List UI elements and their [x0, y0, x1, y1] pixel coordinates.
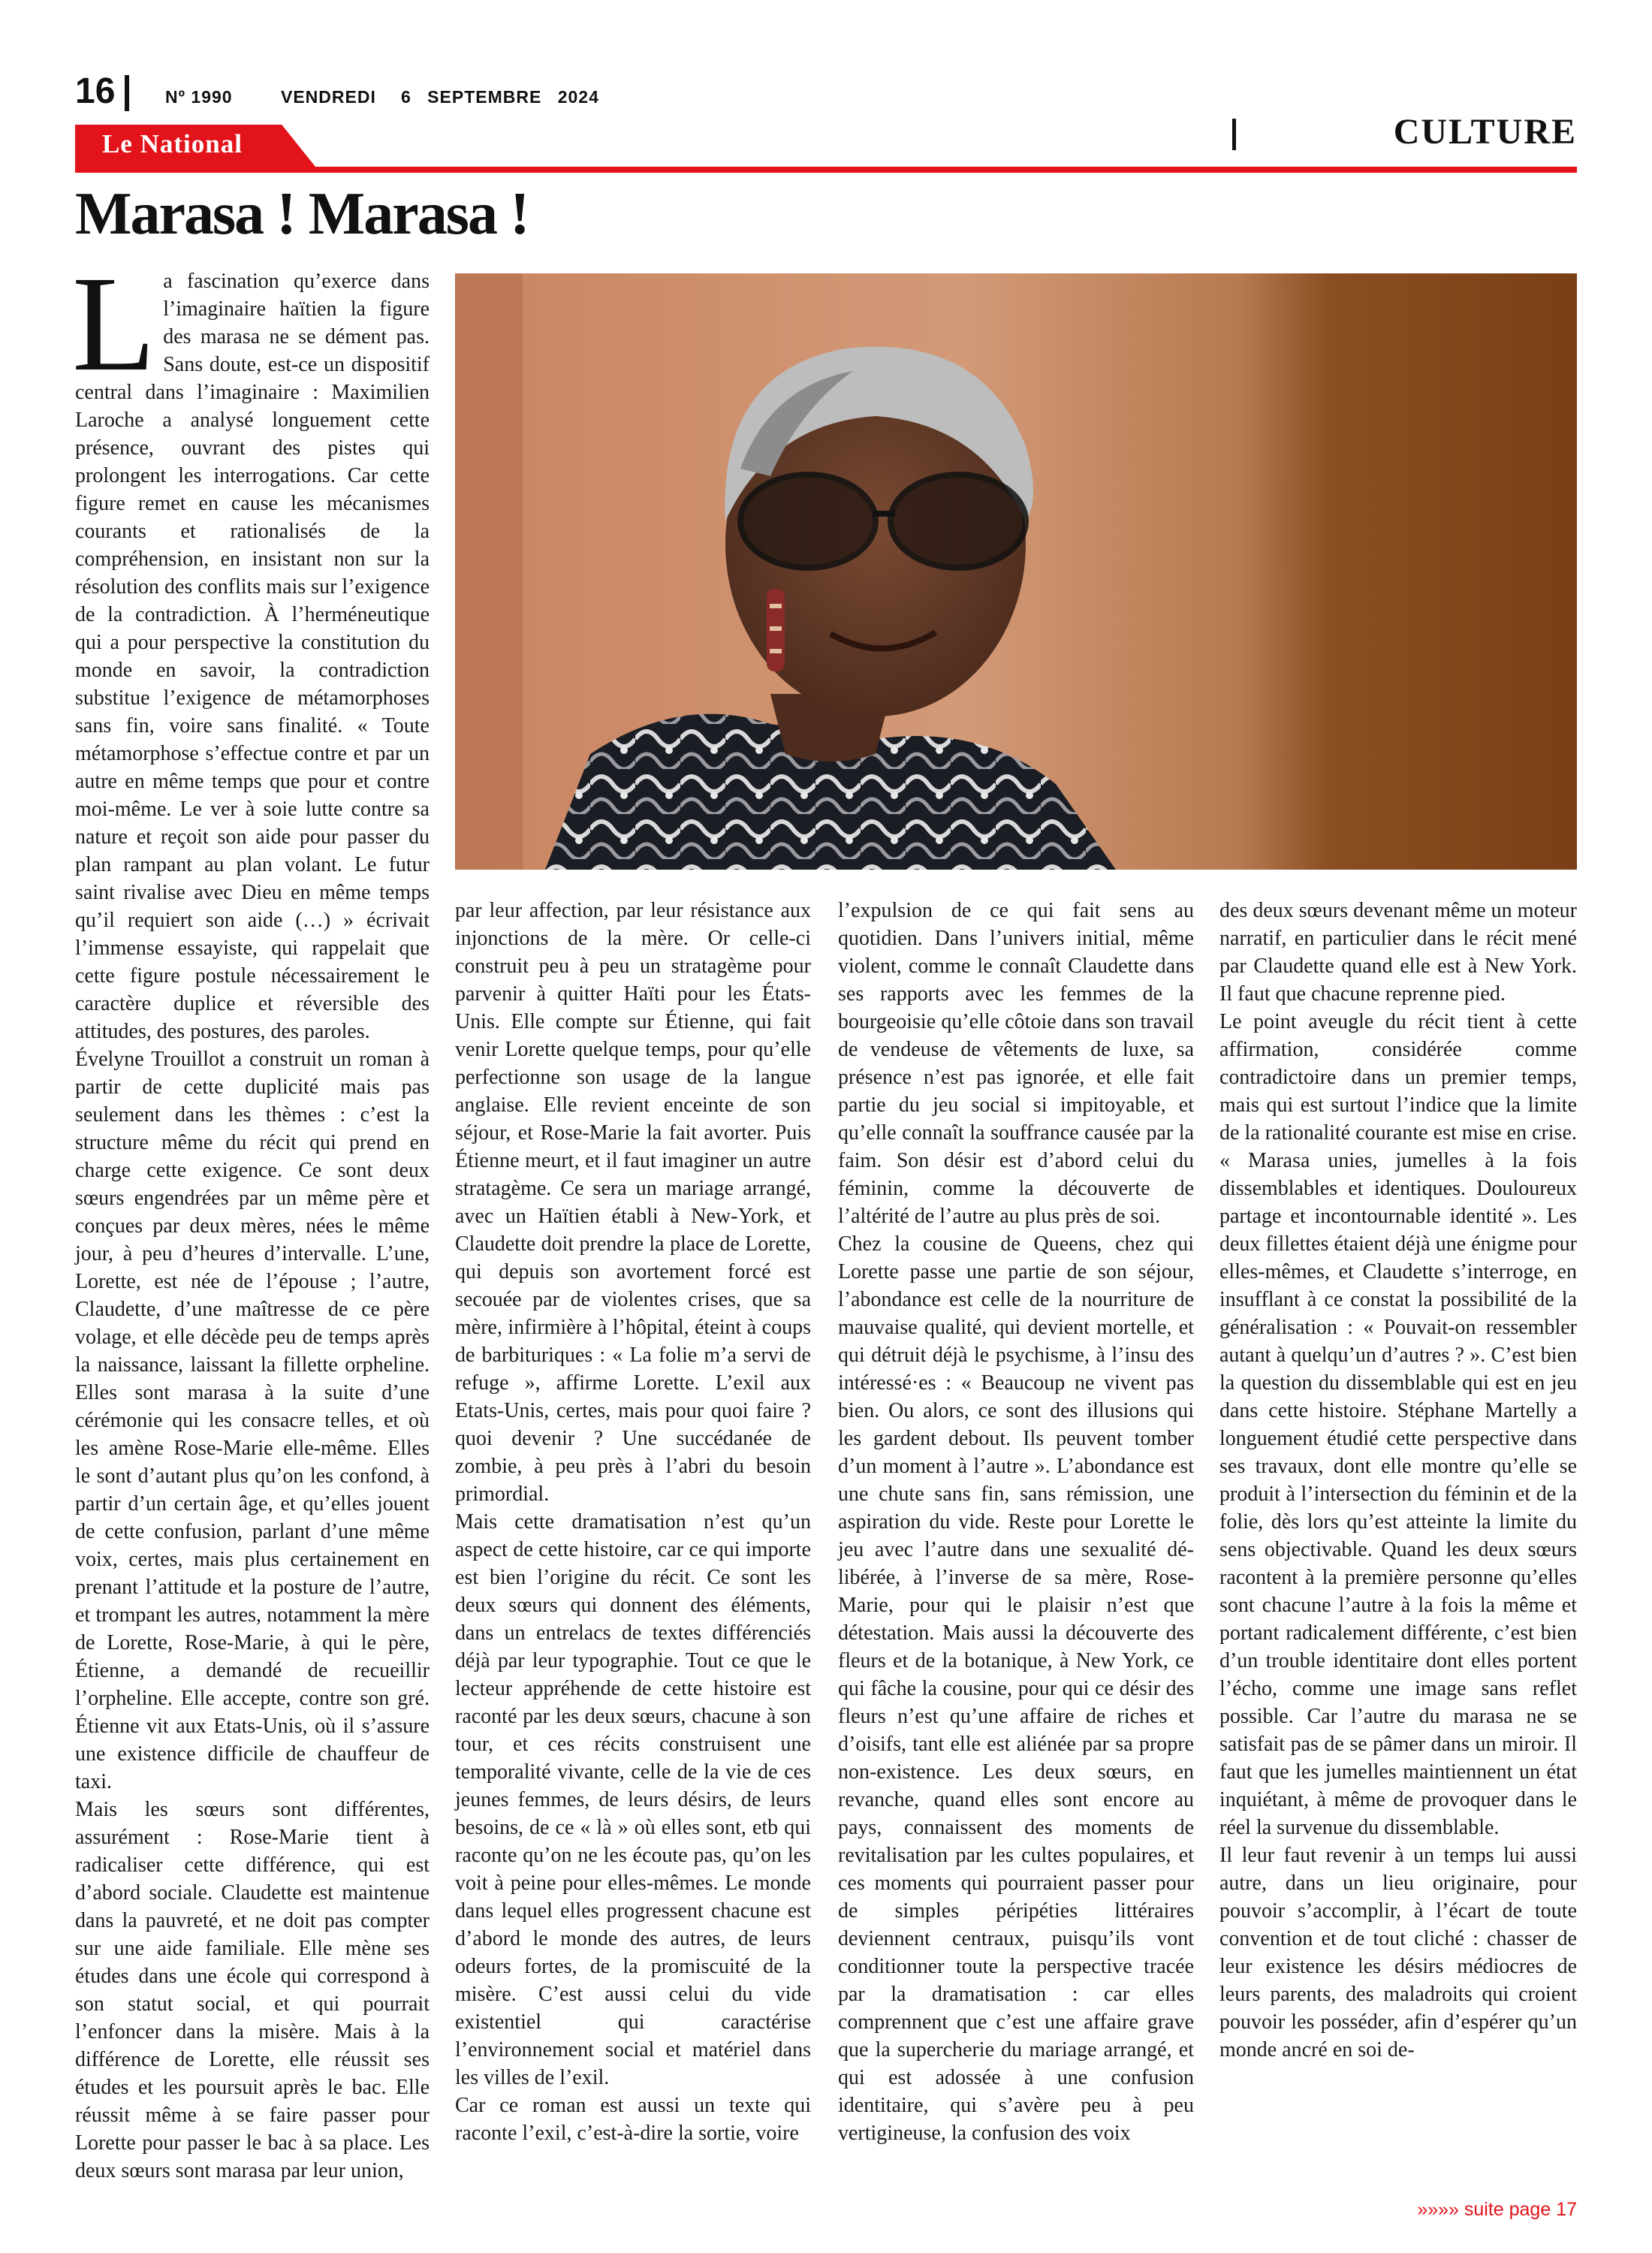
paragraph: par leur affection, par leur résistance aux injonctions de la mère. Or celle-ci construit peu à peu un stratagème pour parvenir à quitter Haïti pour les États-Unis. Elle compte sur Étienne, qui fait venir Lorette quelque temps, pour qu’elle perfectionne son usage de la langue anglaise. Elle revient enceinte de son séjour, et Rose-Marie la fait avorter. Puis Étienne meurt, et il faut imaginer un autre stratagème. Ce sera un mariage arrangé, avec un Haïtien établi à New-York, et Claudette doit prendre la place de Lorette, qui depuis son avortement forcé est secouée par de violentes crises, que sa mère, infirmière à l’hôpital, éteint à coups de barbituriques : « La folie m’a servi de refuge », affirme Lorette. L’exil aux Etats-Unis, certes, mais pour quoi faire ? quoi devenir ? Une succédanée de zombie, à peu près à l’abri du besoin primordial.	[455, 899, 811, 1506]
paragraph: Le point aveugle du récit tient à cette affirmation, considérée comme contradictoire dans un premier temps, mais qui est surtout l’indice que la limite de la rationalité courante est mise en crise. « Marasa unies, jumelles à la fois dissemblables et identiques. Douloureux partage et incontournable identité ». Les deux fillettes étaient déjà une énigme pour elles-mêmes, et Claudette s’interroge, en insufflant à ce constat la possibilité de la généralisation : « Pouvait-on ressembler autant à quelqu’un d’autres ? ». C’est bien la question du dissemblable qui est en jeu dans cette histoire. Stéphane Martelly a longuement étudié cette perspective dans ses travaux, dont elle montre qu’elle se produit à l’intersection du féminin et de la folie, dès lors qu’est atteinte la limite du sens objectivable. Quand les deux sœurs racontent à la première personne qu’elles sont chacune l’autre à la fois la même et portant radicalement différente, c’est bien d’un trouble identitaire dont elles portent l’écho, comme une image sans reflet possible. Car l’autre du marasa ne se satisfait pas de se pâmer dans un miroir. Il faut que les jumelles maintiennent un état inquiétant, à même de provoquer dans le réel la survenue du dissemblable.	[1219, 1010, 1577, 1839]
paragraph: Mais les sœurs sont différentes, assurément : Rose-Marie tient à radicaliser cette différence, qui est d’abord sociale. Claudette est maintenue dans la pauvreté, et ne doit pas compter sur une aide familiale. Elle mène ses études dans une école qui correspond à son statut social, et qui pourrait l’enfoncer dans la misère. Mais à la différence de Lorette, elle réussit ses études et les poursuit après le bac. Elle réussit même à se faire passer pour Lorette pour passer le bac à sa place. Les deux sœurs sont marasa par leur union,	[75, 1798, 430, 2182]
paragraph: des deux sœurs devenant même un moteur narratif, en particulier dans le récit mené par Claudette quand elle est à New York. Il faut que chacune reprenne pied.	[1219, 899, 1577, 1006]
paragraph: Chez la cousine de Queens, chez qui Lorette passe une partie de son séjour, l’abondance est celle de la nourriture de mauvaise qualité, qui devient mortelle, et qui détruit déjà le psychisme, à l’insu des intéressé·es : « Beaucoup ne vivent pas bien. Ou alors, ce sont des illusions qui les gardent debout. Ils peuvent tomber d’un moment à l’autre ». L’abondance est une chute sans fin, sans rémission, une aspiration du vide. Reste pour Lorette le jeu avec l’autre dans une sexualité dé-libérée, à l’inverse de sa mère, Rose-Marie, pour qui le plaisir n’est que détestation. Mais aussi la découverte des fleurs et de la botanique, à New York, ce qui fâche la cousine, pour qui ce désir des fleurs n’est qu’une affaire de riches et d’oisifs, tant elle est aliénée par sa propre non-existence. Les deux sœurs, en revanche, quand elles sont encore au pays, connaissent des moments de revitalisation par les cultes populaires, et ces moments qui pourraient passer pour de simples péripéties littéraires deviennent centraux, puisqu’ils vont conditionner toute la perspective tracée par la dramatisation : car elles comprennent que c’est une affaire grave que la supercherie du mariage arrangé, et qui est adossée à une confusion identitaire, qui s’avère peu à peu vertigineuse, la confusion des voix	[838, 1232, 1194, 2145]
article-title: Marasa ! Marasa !	[75, 181, 529, 247]
drop-cap: L	[72, 249, 156, 400]
article-column-2	[455, 897, 811, 2147]
issue-number: Nº 1990	[165, 87, 233, 107]
issue-day: VENDREDI	[281, 87, 376, 107]
header-divider	[125, 75, 129, 111]
portrait-photo	[455, 273, 1577, 870]
page-header	[75, 71, 1577, 116]
paragraph: l’expulsion de ce qui fait sens au quotidien. Dans l’univers initial, même violent, comme le connaît Claudette dans ses rapports avec les femmes de la bourgeoisie qu’elle côtoie dans son travail de vendeuse de vêtements de luxe, sa présence n’est pas ignorée, et elle fait partie du jeu social si impitoyable, et qu’elle connaît la souffrance causée par la faim. Son désir est d’abord celui du féminin, comme la découverte de l’altérité de l’autre au plus près de soi.	[838, 899, 1194, 1228]
portrait-image	[455, 273, 1577, 870]
continued-link[interactable]: »»»» suite page 17	[1417, 2199, 1577, 2220]
issue-date: 6 SEPTEMBRE 2024	[401, 87, 599, 107]
paragraph: Mais cette dramatisation n’est qu’un aspect de cette histoire, car ce qui importe est bien l’origine du récit. Ce sont les deux sœurs qui donnent des éléments, dans un entrelacs de textes différenciés déjà par leur typographie. Tout ce que le lecteur appréhende de cette histoire est raconté par les deux sœurs, chacune à son tour, et ces récits construisent une temporalité vivante, celle de la vie de ces jeunes femmes, de leurs désirs, de leurs besoins, de ce « là » où elles sont, etb qui raconte qu’on ne les écoute pas, qu’on les voit à peine pour elles-mêmes. Le monde dans lequel elles progressent chacune est d’abord le monde des autres, de leurs odeurs fortes, de la promiscuité de la misère. C’est aussi celui du vide existentiel qui caractérise l’environnement social et matériel dans les villes de l’exil.	[455, 1510, 811, 2089]
paragraph: Il leur faut revenir à un temps lui aussi autre, dans un lieu originaire, pour pouvoir s’accomplir, à l’écart de toute convention et de tout cliché : chasser de leur existence les désirs médiocres de leurs parents, des maladroits qui croient pouvoir les posséder, afin d’espérer qu’un monde ancré en soi de-	[1219, 1844, 1577, 2061]
section-title: CULTURE	[1393, 112, 1577, 152]
paragraph: a fascination qu’exerce dans l’imaginaire haïtien la figure des marasa ne se dément pas. Sans doute, est-ce un dispositif central dans l’imaginaire : Maximilien Laroche a analysé longuement cette présence, ouvrant des pistes qui prolongent les interrogations. Car cette figure remet en cause les mécanismes courants et rationalisés de la compréhension, en insistant non sur la résolution des conflits mais sur l’exigence de la contradiction. À l’herméneutique qui a pour perspective la constitution du monde en savoir, la contradiction substitue l’exigence de métamorphoses sans fin, voire sans finalité. « Toute métamorphose s’effectue contre et par un autre en même temps que pour et contre moi-même. Le ver à soie lutte contre sa nature et reçoit son aide pour passer du plan rampant au plan volant. Le futur saint rivalise avec Dieu en même temps qu’il requiert son aide (…) » écrivait l’immense essayiste, qui rappelait que cette figure postule nécessairement le caractère duplice et réversible des attitudes, des postures, des paroles.	[75, 270, 430, 1043]
brand-logo: Le National	[102, 129, 243, 158]
article-column-1	[72, 249, 430, 2185]
page-number: 16	[75, 71, 116, 111]
paragraph: Car ce roman est aussi un texte qui raconte l’exil, c’est-à-dire la sortie, voire	[455, 2094, 811, 2145]
article-column-4	[1219, 897, 1577, 2064]
section-divider	[1232, 119, 1236, 150]
paragraph: Évelyne Trouillot a construit un roman à partir de cette duplicité mais pas seulement dans les thèmes : c’est la structure même du récit qui prend en charge cette exigence. Ce sont deux sœurs engendrées par un même père et conçues par deux mères, nées le même jour, à peu d’heures d’intervalle. L’une, Lorette, est née de l’épouse ; l’autre, Claudette, d’une maîtresse de ce père volage, et elle décède peu de temps après la naissance, laissant la fillette orpheline. Elles sont marasa à la suite d’une cérémonie qui les consacre telles, et où les amène Rose-Marie elle-même. Elles le sont d’autant plus qu’on les confond, à partir d’un certain âge, et qu’elles jouent de cette confusion, parlant d’une même voix, certes, mais plus certainement en prenant l’attitude et la posture de l’autre, et trompant les autres, notamment la mère de Lorette, Rose-Marie, à qui le père, Étienne, a demandé de recueillir l’orpheline. Elle accepte, contre son gré. Étienne vit aux Etats-Unis, où il s’assure une existence difficile de chauffeur de taxi.	[75, 1048, 430, 1793]
article-column-3	[838, 897, 1194, 2147]
header-rule	[75, 167, 1577, 173]
